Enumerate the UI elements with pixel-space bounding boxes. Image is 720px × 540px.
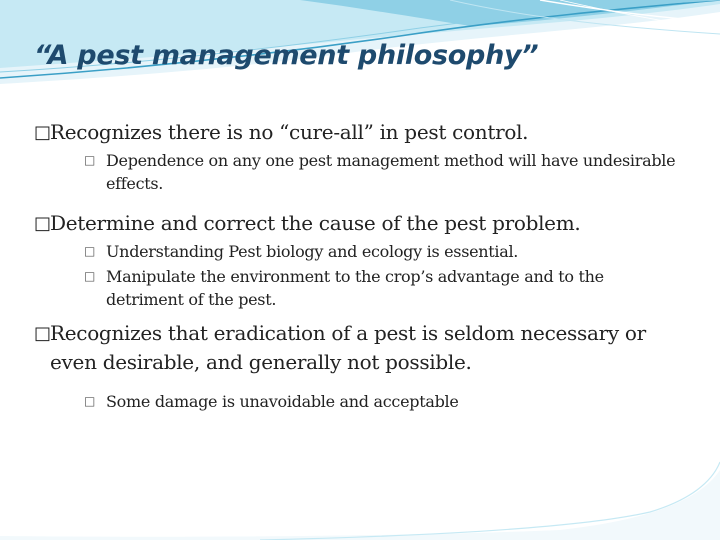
sub-point <box>84 149 684 195</box>
sub-point <box>84 390 684 413</box>
main-point-text: Determine and correct the cause of the pest problem. <box>50 211 581 235</box>
sub-point <box>84 240 684 263</box>
main-point-2 <box>34 209 684 238</box>
sub-bullet-marker: □ <box>84 244 96 258</box>
bullet-marker: □ <box>34 213 51 234</box>
main-point-text: Recognizes that eradication of a pest is seldom necessary or even desirable, and generally not possible. <box>50 321 646 374</box>
bullet-list <box>34 118 684 413</box>
sub-bullet-marker: □ <box>84 153 96 167</box>
main-point-1 <box>34 118 684 147</box>
slide-title: “A pest management philosophy” <box>34 40 539 71</box>
sub-bullet-marker: □ <box>84 394 96 408</box>
sub-point-text: Manipulate the environment to the crop’s advantage and to the detriment of the pest. <box>106 267 604 309</box>
sub-point <box>84 265 684 311</box>
sub-point-text: Some damage is unavoidable and acceptable <box>106 392 459 411</box>
sub-point-text: Understanding Pest biology and ecology is essential. <box>106 242 519 261</box>
bullet-marker: □ <box>34 122 51 143</box>
main-point-3 <box>34 319 684 377</box>
main-point-text: Recognizes there is no “cure-all” in pest control. <box>50 120 529 144</box>
sub-point-text: Dependence on any one pest management method will have undesirable effects. <box>106 151 676 193</box>
sub-bullet-marker: □ <box>84 269 96 283</box>
bullet-marker: □ <box>34 323 51 344</box>
